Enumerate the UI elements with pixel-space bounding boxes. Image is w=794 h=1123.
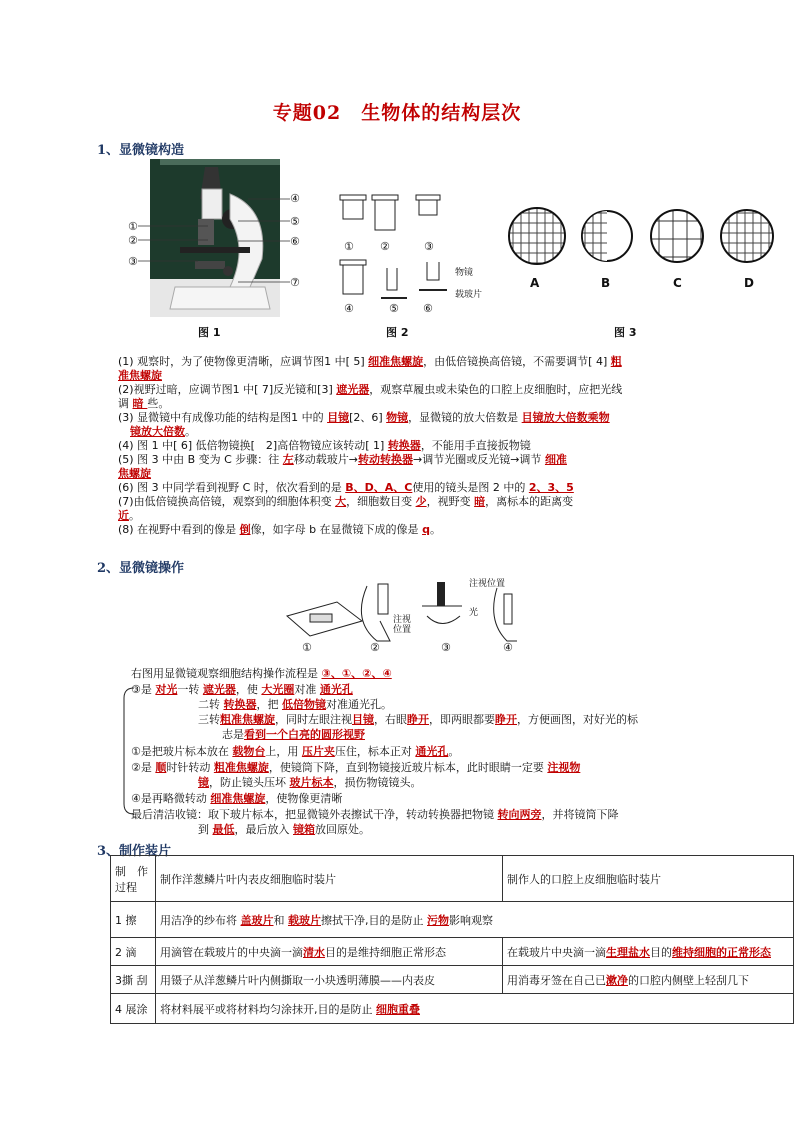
fig2-mark-5: ⑤	[389, 302, 399, 315]
text: ，由低倍镜换高倍镜，不需要调节[ 4]	[423, 355, 611, 368]
answer: 对光	[155, 683, 178, 696]
text: ，观察草履虫或未染色的口腔上皮细胞时，应把光线	[369, 383, 623, 396]
question-line	[118, 509, 778, 523]
text: 移动载玻片→	[293, 453, 358, 466]
text: 。	[448, 745, 460, 758]
text: 放回原处。	[315, 823, 370, 836]
question-line	[118, 481, 778, 495]
answer: 通光孔	[319, 683, 353, 696]
question-line	[118, 425, 778, 439]
answer: 粗	[610, 355, 622, 368]
fig1-mark-2: ②	[128, 234, 138, 247]
answer: 细准	[544, 453, 567, 466]
fig1-mark-7: ⑦	[290, 276, 300, 289]
answer: 载物台	[232, 745, 266, 758]
fig1-mark-3: ③	[128, 255, 138, 268]
fig-op-light: 光	[469, 608, 479, 618]
text: (1) 观察时，为了使物像更清晰，应调节图1 中[ 5]	[118, 355, 369, 368]
text: (4) 图 1 中[ 6] 低倍物镜换[ 2]高倍物镜应该转动[ 1]	[118, 439, 388, 452]
answer: 细准焦螺旋	[210, 792, 266, 805]
answer: 清水	[303, 945, 325, 959]
text: 和	[273, 913, 288, 927]
text: 压住，标本正对	[334, 745, 416, 758]
fig-op-mark-2: ②	[370, 641, 380, 654]
question-line	[118, 369, 778, 383]
table-header-cheek: 制作人的口腔上皮细胞临时装片	[503, 856, 794, 902]
question-line	[118, 439, 778, 453]
text: ，使镜筒下降，直到物镜接近玻片标本，此时眼睛一定要	[268, 761, 548, 774]
text: ②是	[131, 761, 156, 774]
figure-2-caption: 图 2	[386, 326, 409, 339]
text: (3) 显微镜中有成像功能的结构是图1 中的	[118, 411, 328, 424]
fig1-mark-6: ⑥	[290, 235, 300, 248]
text: 二转	[198, 698, 224, 711]
table-header-process: 制 作过程	[111, 856, 156, 902]
fig-op-position: 位置	[393, 625, 412, 635]
text: ，最后放入	[234, 823, 293, 836]
answer: 低倍物镜	[282, 698, 326, 711]
answer: 顺	[155, 761, 167, 774]
text: ④是再略微转动	[131, 792, 211, 805]
answer: 目镜	[352, 713, 374, 726]
fig3-label-a: A	[530, 276, 540, 290]
answer: 大光圈	[261, 683, 295, 696]
onion-cell	[156, 994, 794, 1024]
text: ，显微镜的放大倍数是	[408, 411, 522, 424]
text: 最后清洁收镜：取下玻片标本，把显微镜外表擦试干净，转动转换器把物镜	[131, 808, 498, 821]
answer: 细准焦螺旋	[368, 355, 424, 368]
question-line	[118, 453, 778, 467]
figure-3-views	[505, 203, 790, 273]
answer: 生理盐水	[606, 945, 650, 959]
step-cell: 3撕 刮	[111, 966, 156, 994]
answer: 物镜	[386, 411, 409, 424]
cheek-cell	[503, 966, 794, 994]
step-cell: 2 滴	[111, 938, 156, 966]
answer: 镜放大倍数	[130, 425, 185, 438]
answer: 大	[335, 495, 347, 508]
fig-op-mark-3: ③	[441, 641, 451, 654]
fig-op-mark-4: ④	[503, 641, 513, 654]
onion-cell	[156, 902, 794, 938]
text: 上，用	[265, 745, 302, 758]
text: 对准	[294, 683, 320, 696]
question-line	[118, 355, 778, 369]
figure-2-lenses	[335, 190, 475, 320]
onion-cell	[156, 966, 503, 994]
fig2-mark-1: ①	[344, 240, 354, 253]
fig2-label-slide: 载玻片	[455, 290, 483, 300]
text: 像，如字母 b 在显微镜下成的像是	[250, 523, 423, 536]
answer: 维持细胞的正常形态	[672, 945, 771, 959]
cheek-cell	[503, 938, 794, 966]
question-line	[118, 411, 778, 425]
text: ，损伤物镜镜头。	[333, 776, 422, 789]
text: ，不能用手直接扳物镜	[420, 439, 531, 452]
answer: 焦螺旋	[118, 467, 151, 480]
answer: 转向两旁	[497, 808, 542, 821]
text: 在载玻片中央滴一滴	[507, 945, 606, 959]
fig1-mark-1: ①	[128, 220, 138, 233]
text: ，把	[256, 698, 282, 711]
fig3-label-d: D	[744, 276, 754, 290]
text: ，并将镜筒下降	[541, 808, 619, 821]
text: 将材料展平或将材料均匀涂抹开,目的是防止	[160, 1002, 376, 1016]
answer: 细胞重叠	[376, 1002, 420, 1016]
answer: 睁开	[495, 713, 517, 726]
text: (6) 图 3 中同学看到视野 C 时，依次看到的是	[118, 481, 346, 494]
table-row	[111, 902, 794, 938]
operation-line	[131, 761, 580, 775]
operation-line	[131, 683, 353, 697]
answer: 玻片标本	[289, 776, 334, 789]
text: ，离标本的距离变	[485, 495, 574, 508]
text: ，细胞数目变	[346, 495, 416, 508]
text: (7)由低倍镜换高倍镜，观察到的细胞体积变	[118, 495, 336, 508]
step-cell: 4 展涂	[111, 994, 156, 1024]
text: 右图用显微镜观察细胞结构操作流程是	[131, 667, 322, 680]
text: 目的	[650, 945, 672, 959]
text: ，同时左眼注视	[275, 713, 352, 726]
answer: 载玻片	[288, 913, 321, 927]
text: ，使物像更清晰	[265, 792, 343, 805]
text: 。	[429, 523, 441, 536]
answer: 目镜	[327, 411, 350, 424]
table-row	[111, 966, 794, 994]
answer: 盖玻片	[240, 913, 274, 927]
operation-line	[131, 667, 392, 681]
operation-line	[198, 713, 638, 727]
table-header-onion: 制作洋葱鳞片叶内表皮细胞临时装片	[156, 856, 503, 902]
answer: ③、①、②、④	[321, 667, 392, 680]
text: 的口腔内侧壁上轻刮几下	[628, 973, 749, 987]
answer: 少	[415, 495, 427, 508]
table-row	[111, 938, 794, 966]
text: (5) 图 3 中由 B 变为 C 步骤：往	[118, 453, 283, 466]
answer: 转动转换器	[358, 453, 413, 466]
text: [2、6]	[349, 411, 387, 424]
fig2-label-objective: 物镜	[455, 268, 474, 278]
answer: 看到一个白亮的圆形视野	[244, 728, 365, 741]
fig3-label-c: C	[673, 276, 682, 290]
fig3-label-b: B	[601, 276, 611, 290]
answer: 倒	[239, 523, 251, 536]
page-title: 专题02 生物体的结构层次	[272, 102, 522, 124]
operation-line	[198, 698, 392, 712]
text: ，方便画图，对好光的标	[517, 713, 638, 726]
operation-line	[198, 823, 370, 837]
answer: 漱净	[606, 973, 628, 987]
text: 用镊子从洋葱鳞片叶内侧撕取一小块透明薄膜——内表皮	[160, 973, 435, 987]
text: 擦拭干净,目的是防止	[321, 913, 427, 927]
text: (2)视野过暗，应调节图1 中[ 7]反光镜和[3]	[118, 383, 337, 396]
text: ，即两眼都要	[429, 713, 495, 726]
answer: 压片夹	[301, 745, 335, 758]
fig1-leader-lines	[138, 196, 292, 286]
answer: q	[422, 523, 430, 536]
text: 调	[118, 397, 133, 410]
table-body	[111, 902, 794, 1024]
slide-making-table	[110, 855, 794, 1024]
text: 用洁净的纱布将	[160, 913, 241, 927]
step-cell: 1 擦	[111, 902, 156, 938]
operation-line	[131, 745, 459, 759]
question-line	[118, 383, 778, 397]
fig-op-watch: 注视	[393, 615, 412, 625]
answer: 粗准焦螺旋	[220, 713, 275, 726]
answer: 转换器	[223, 698, 257, 711]
answer: 最低	[212, 823, 235, 836]
question-line	[118, 397, 778, 411]
answer: 粗准焦螺旋	[213, 761, 269, 774]
fig2-mark-4: ④	[344, 302, 354, 315]
question-line	[118, 523, 778, 537]
text: 。	[185, 425, 196, 438]
fig-op-watch-position: 注视位置	[469, 579, 506, 589]
answer: 睁开	[407, 713, 429, 726]
answer: 污物	[427, 913, 449, 927]
text: ③是	[131, 683, 156, 696]
text: 对准通光孔。	[326, 698, 392, 711]
answer: 暗	[132, 397, 148, 410]
fig-op-mark-1: ①	[302, 641, 312, 654]
answer: 准焦螺旋	[118, 369, 162, 382]
figure-3-caption: 图 3	[614, 326, 637, 339]
answer: 遮光器	[202, 683, 236, 696]
section-2-heading: 2、显微镜操作	[97, 561, 185, 576]
answer: 镜箱	[293, 823, 315, 836]
answer: 目镜放大倍数乘物	[521, 411, 610, 424]
text: 使用的镜头是图 2 中的	[412, 481, 529, 494]
answer: 注视物	[547, 761, 581, 774]
answer: 通光孔	[415, 745, 449, 758]
answer: 转换器	[387, 439, 421, 452]
text: ，防止镜头压坏	[209, 776, 290, 789]
fig2-mark-2: ②	[380, 240, 390, 253]
text: →调节光圈或反光镜→调节	[413, 453, 545, 466]
fig1-mark-4: ④	[290, 192, 300, 205]
text: 一转	[177, 683, 203, 696]
operation-line	[198, 776, 422, 790]
text: 用消毒牙签在自己已	[507, 973, 606, 987]
operation-line	[222, 728, 365, 742]
answer: 镜	[198, 776, 209, 789]
text: 用滴管在载玻片的中央滴一滴	[160, 945, 303, 959]
fig2-mark-3: ③	[424, 240, 434, 253]
table-row	[111, 994, 794, 1024]
text: 目的是维持细胞正常形态	[325, 945, 446, 959]
text: ①是把玻片标本放在	[131, 745, 233, 758]
text: 影响观察	[449, 913, 493, 927]
operation-line	[131, 792, 342, 806]
answer: 暗	[474, 495, 486, 508]
text: ，视野变	[426, 495, 475, 508]
operation-line	[131, 808, 619, 822]
text: 。	[129, 509, 140, 522]
fig1-mark-5: ⑤	[290, 215, 300, 228]
answer: 近	[118, 509, 129, 522]
text: 到	[198, 823, 213, 836]
answer: B、D、A、C	[345, 481, 413, 494]
fig2-mark-6: ⑥	[423, 302, 433, 315]
text: 志是	[222, 728, 244, 741]
onion-cell	[156, 938, 503, 966]
section-1-heading: 1、显微镜构造	[97, 143, 185, 158]
text: 些。	[147, 397, 170, 410]
section-3-heading: 3、制作装片	[97, 844, 172, 859]
section-1-questions	[118, 355, 778, 537]
text: (8) 在视野中看到的像是	[118, 523, 240, 536]
answer: 遮光器	[336, 383, 370, 396]
question-line	[118, 467, 778, 481]
answer: 左	[282, 453, 294, 466]
answer: 2、3、5	[528, 481, 574, 494]
figure-1-caption: 图 1	[198, 326, 221, 339]
question-line	[118, 495, 778, 509]
text: 时针转动	[166, 761, 214, 774]
text: 三转	[198, 713, 220, 726]
text: ，右眼	[374, 713, 407, 726]
text: ，使	[235, 683, 262, 696]
